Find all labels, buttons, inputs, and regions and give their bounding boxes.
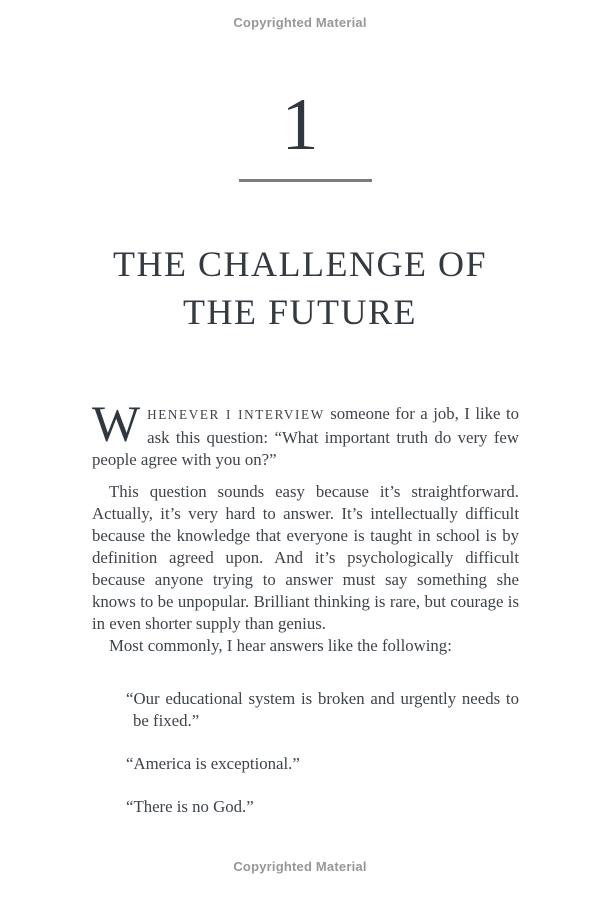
chapter-divider-rule — [239, 179, 372, 182]
quote-item-education: “Our educational system is broken and urgently needs to be fixed.” — [126, 688, 519, 730]
quote-item-god: “There is no God.” — [126, 796, 254, 816]
drop-cap: W — [92, 397, 141, 453]
chapter-title — [0, 240, 600, 336]
chapter-title-line2: THE FUTURE — [183, 292, 417, 332]
quote-item-america: “America is exceptional.” — [126, 753, 300, 773]
quote-list — [92, 688, 519, 818]
copyright-notice-bottom: Copyrighted Material — [233, 859, 367, 874]
paragraph-2: This question sounds easy because it’s straightforward. Actually, it’s very hard to answer. It’s intellectually difficult because the knowledge that everyone is taught in school is by definition agreed upon. And it’s psychologically difficult because anyone trying to answer must say something she knows to be unpopular. Brilliant thinking is rare, but courage is in even shorter supply than genius. — [92, 481, 519, 633]
paragraph-opening — [92, 397, 519, 472]
opening-text: someone for a job, I like to ask this question: “What important truth do very few people agree with you on?” — [92, 404, 519, 469]
chapter-number: 1 — [281, 84, 319, 166]
chapter-title-line1: THE CHALLENGE OF — [113, 244, 487, 284]
opening-small-caps: HENEVER I INTERVIEW — [147, 407, 325, 422]
copyright-notice-top: Copyrighted Material — [233, 15, 367, 30]
body-text — [92, 397, 519, 839]
paragraph-3: Most commonly, I hear answers like the following: — [109, 635, 452, 655]
